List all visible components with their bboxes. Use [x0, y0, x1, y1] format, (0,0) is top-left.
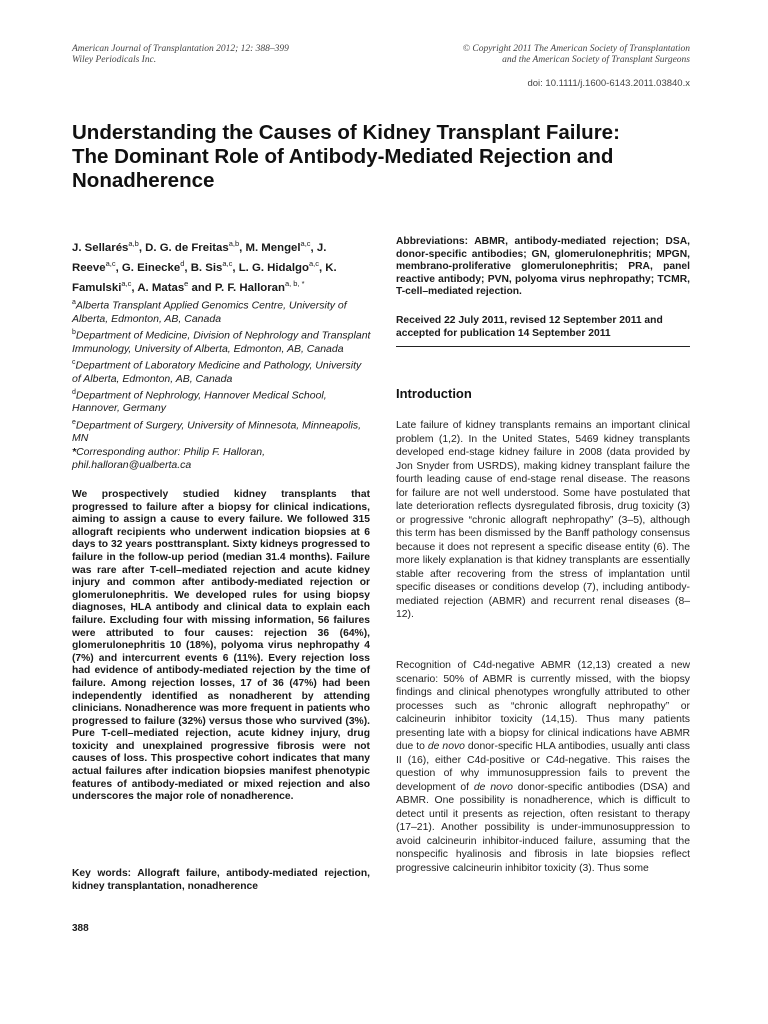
- author: , A. Matas: [131, 281, 185, 294]
- abstract: We prospectively studied kidney transplants that progressed to failure after a biopsy for clinical indications, aiming to assign a cause to every failure. We followed 315 allograft recipients who underwent indication biopsies at 6 days to 32 years posttransplant. Sixty kidneys progressed to failure in the follow-up period (median 31.4 months). Failure was rare after T-cell–mediated rejection and acute kidney injury and common after antibody-mediated rejection or glomerulonephritis. We developed rules for using biopsy diagnoses, HLA antibody and clinical data to explain each failure. Excluding four with missing information, 56 failures were attributed to four causes: rejection 36 (64%), glomerulonephritis 10 (18%), polyoma virus nephropathy 4 (7%) and intercurrent events 6 (11%). Every rejection loss had evidence of antibody-mediated rejection by the time of failure. Among rejection losses, 17 of 36 (47%) had been independently identified as nonadherent by attending clinicians. Nonadherence was more frequent in patients who progressed to failure (32%) versus those who survived (3%). Pure T-cell–mediated rejection, acute kidney injury, drug toxicity and unexplained progressive fibrosis were not causes of loss. This prospective cohort indicates that many actual failures after indication biopsies manifest phenotypic features of antibody-mediated or mixed rejection and also underscores the major role of nonadherence.: [72, 489, 370, 803]
- affiliation-marker: e: [72, 418, 76, 426]
- affiliation: [72, 386, 372, 416]
- author-affil: a,b: [128, 239, 139, 248]
- text-run: Recognition of C4d-negative ABMR (12,13) created a new scenario: 50% of ABMR is currently missed, with the biopsy findings and clinical phenotypes wrongfully attributed to other processes such as “chronic allograft nephropathy” or calcineurin inhibitor toxicity (14,15). Thus many patients presenting late with a biopsy for clinical indications have ABMR due to: [396, 660, 690, 752]
- author-affil: a,c: [300, 239, 311, 248]
- affiliations: [72, 296, 372, 472]
- affiliation-marker: c: [72, 358, 76, 366]
- author: , M. Mengel: [239, 241, 301, 254]
- keywords-text: Allograft failure, antibody-mediated rejection, kidney transplantation, nonadherence: [72, 868, 370, 892]
- text-run: donor-specific HLA antibodies, usually anti class II (16), either C4d-positive or C4d-negative. This raises the question of why immunosuppression fails to prevent the development of: [396, 741, 690, 793]
- journal-line-1: American Journal of Transplantation 2012; 12: 388–399: [72, 44, 289, 54]
- author-affil: d: [180, 258, 185, 268]
- author: and P. F. Halloran: [188, 281, 285, 294]
- author: J. Sellarés: [72, 241, 129, 254]
- intro-paragraph-1: Late failure of kidney transplants remains an important clinical problem (1,2). In the United States, 5469 kidney transplants developed end-stage kidney failure in 2008 (data provided by Jon Snyder from USRDS), making kidney transplant failure the fourth leading cause of end-stage renal disease. The reasons for failure are not well understood. Some have postulated that late deterioration reflects dysregulated fibrosis, drug toxicity (3) or progressive “chronic allograft nephropathy” (3–5), although this term has been dismissed by the Banff pathology consensus because it does not represent a specific disease entity (6). The more likely explanation is that kidney transplants are essentially stable after recovering from the stress of implantation until specific diseases or conditions develop (7), including antibody-mediated rejection (ABMR) and recurrent renal diseases (8–12).: [396, 420, 690, 620]
- author-affil: a,c: [105, 258, 116, 268]
- abbreviations-label: Abbreviations:: [396, 236, 469, 247]
- author-affil: a,b: [228, 239, 240, 248]
- author-affil: a,c: [308, 258, 319, 268]
- journal-line-2: Wiley Periodicals Inc.: [72, 55, 157, 65]
- author-affil: e: [184, 278, 189, 288]
- copyright-line-1: © Copyright 2011 The American Society of Transplantation: [462, 44, 690, 54]
- italic-term: de novo: [473, 781, 513, 793]
- author: , D. G. de Freitas: [138, 241, 229, 254]
- affiliation-marker: a: [72, 299, 76, 306]
- article-title: Understanding the Causes of Kidney Transplant Failure: The Dominant Role of Antibody-Mediated Rejection and Nonadherence: [72, 121, 620, 192]
- affiliation-text: Corresponding author: Philip F. Halloran, phil.halloran@ualberta.ca: [72, 445, 266, 471]
- affiliation-marker: d: [72, 388, 76, 396]
- abbreviations-text: ABMR, antibody-mediated rejection; DSA, donor-specific antibodies; GN, glomerulonephritis; MPGN, membrano-proliferative glomerulonephritis; PRA, panel reactive antibody; PVN, polyoma virus nephropathy; TCMR, T-cell–mediated rejection.: [396, 236, 690, 298]
- author: , J. Reeve: [72, 241, 327, 274]
- intro-paragraph-2: [396, 659, 690, 875]
- received-dates: Received 22 July 2011, revised 12 September 2011 and accepted for publication 14 September 2011: [396, 315, 663, 339]
- abbreviations: [396, 236, 690, 299]
- affiliation-text: Department of Surgery, University of Minnesota, Minneapolis, MN: [72, 419, 362, 445]
- affiliation: [72, 326, 372, 356]
- author: , L. G. Hidalgo: [232, 261, 309, 274]
- author-list: [72, 236, 372, 295]
- affiliation-marker: *: [72, 445, 77, 458]
- affiliation-marker: b: [72, 328, 76, 336]
- author-affil: a,c: [222, 258, 233, 268]
- divider: [396, 346, 690, 347]
- journal-citation: [72, 44, 289, 66]
- affiliation: [72, 296, 372, 326]
- author: , B. Sis: [184, 261, 223, 274]
- affiliation-text: Department of Nephrology, Hannover Medical School, Hannover, Germany: [72, 389, 327, 415]
- copyright-line-2: and the American Society of Transplant Surgeons: [502, 55, 690, 65]
- affiliation: [72, 416, 372, 446]
- section-heading-introduction: Introduction: [396, 386, 472, 401]
- copyright-notice: [463, 44, 690, 66]
- author: , G. Einecke: [115, 261, 181, 274]
- affiliation-text: Department of Medicine, Division of Nephrology and Transplant Immunology, University of Alberta, Edmonton, AB, Canada: [72, 329, 371, 355]
- author-affil: a, b, *: [284, 278, 305, 288]
- affiliation-text: Alberta Transplant Applied Genomics Centre, University of Alberta, Edmonton, AB, Canada: [72, 299, 347, 325]
- affiliation: [72, 356, 372, 386]
- corresponding-author: [72, 446, 372, 472]
- text-run: donor-specific antibodies (DSA) and ABMR. One possibility is nonadherence, which is difficult to detect until it presents as rejection, often resistant to therapy (17–21). Another possibility is under-immunosuppression to avoid calcineurin inhibitor-induced failure, assuming that the nonspecific hyalinosis and fibrosis in late biopsies reflect progressive calcineurin inhibitor toxicity (3). Thus some: [396, 781, 691, 874]
- keywords: [72, 868, 370, 893]
- doi: doi: 10.1111/j.1600-6143.2011.03840.x: [527, 78, 690, 89]
- author-affil: a,c: [121, 278, 132, 288]
- italic-term: de novo: [427, 741, 465, 752]
- affiliation-text: Department of Laboratory Medicine and Pathology, University of Alberta, Edmonton, AB, Canada: [72, 359, 362, 385]
- keywords-label: Key words:: [72, 868, 132, 879]
- page-number: 388: [72, 923, 89, 934]
- author: , K. Famulski: [72, 261, 337, 294]
